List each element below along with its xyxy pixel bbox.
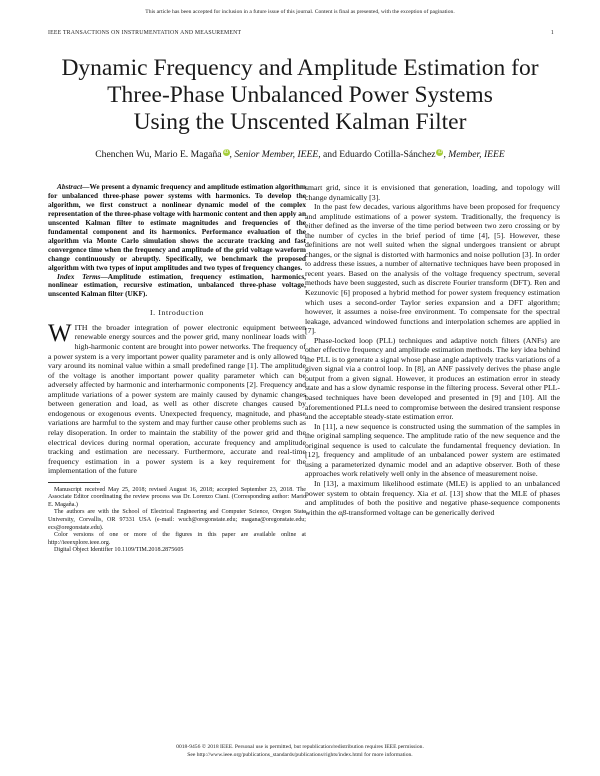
- footnote-doi: Digital Object Identifier 10.1109/TIM.2018.2875605: [54, 547, 184, 554]
- drop-cap: W: [48, 319, 72, 347]
- right-column: [305, 183, 560, 517]
- body-paragraph-continued: smart grid, since it is envisioned that generation, loading, and topology will change dynamically [3].: [305, 183, 560, 202]
- abstract-label: Abstract: [57, 182, 83, 191]
- footnote-affiliation: The authors are with the School of Electrical Engineering and Computer Science, Oregon State University, Corvallis, OR 97331 USA (e-mail: wuch@oregonstate.edu; magana@oregonstate.edu; ecs@oregonstate.edu).: [48, 509, 306, 531]
- footnote-manuscript: Manuscript received May 25, 2018; revised August 16, 2018; accepted September 23, 2018. The Associate Editor coordinating the review process was Dr. Lorenzo Ciani. (Corresponding author: Mario E. Magaña.): [48, 486, 306, 508]
- author-line: [40, 149, 560, 160]
- page-number: 1: [550, 30, 554, 36]
- author-role-2: , Member, IEEE: [443, 149, 505, 160]
- footnote-rule: [48, 482, 100, 483]
- abstract: [48, 183, 306, 273]
- title-line-3: Using the Unscented Kalman Filter: [133, 109, 467, 135]
- journal-name: IEEE TRANSACTIONS ON INSTRUMENTATION AND MEASUREMENT: [48, 30, 242, 36]
- orcid-icon[interactable]: iD: [223, 150, 229, 155]
- author-role-1: , Senior Member, IEEE,: [229, 149, 321, 160]
- copyright-footer: [0, 743, 600, 759]
- left-column: [48, 183, 306, 555]
- paper-title: [40, 55, 560, 136]
- acceptance-notice: This article has been accepted for inclusion in a future issue of this journal. Content is final as presented, with the exception of pagination.: [145, 9, 455, 15]
- title-line-2: Three-Phase Unbalanced Power Systems: [107, 82, 493, 108]
- body-paragraph-5: [305, 479, 560, 517]
- intro-paragraph-1: [48, 319, 306, 476]
- body-paragraph-2: In the past few decades, various algorithms have been proposed for frequency and amplitude estimations of a power system. Traditionally, the frequency is either defined as the inverse of the time period between two zero crossing or by the number of cycles in the brief period of time [4], [5]. However, these definitions are not well suited when the signal undergoes transient or abrupt changes, or the signal is distorted with harmonics and noise pollution [3]. In order to address these issues, a number of alternative techniques have been proposed in recent years. Based on the analysis of the voltage frequency spectrum, several methods have been suggested, such as discrete Fourier transform (DFT). Ren and Kezunovic [6] proposed a hybrid method for power system frequency estimation which uses a second-order Taylor series expansion and a DFT algorithm; however, it assumes a noise-free environment. To compensate for the spectral leakage, advanced windowed functions and interpolation schemes are applied in [7].: [305, 202, 560, 336]
- intro-text: ITH the broader integration of power electronic equipment between renewable energy sources and the power grid, many nonlinear loads with high-harmonic content are brought into power networks. The frequency of a power system is a very important power quality parameter and is only allowed to vary around its nominal value within a small predefined range [1]. The amplitude of the voltage is another important power quality parameter which can be adversely affected by harmonic and interharmonic components [2]. Frequency and amplitude variations of a power system are mainly caused by dynamic changes between generation and load, as well as other discrete changes caused by endogenous or exogenous events. Unexpected frequency, magnitude, and phase variations are harmful to the system and may further cause other problems such as relay disoperation. In order to maintain the stability of the power grid and the electrical devices during normal operation, accurate frequency and amplitude tracking and estimation are necessary. Furthermore, accurate and real-time frequency estimation in a power system is a key requirement for the implementation of the future: [48, 322, 306, 476]
- index-terms: [48, 273, 306, 300]
- author-names-2: and Eduardo Cotilla-Sánchez: [320, 149, 436, 160]
- body-text: [13] show that the MLE of phases and amplitudes of both the positive and negative phase-sequence components within the: [305, 488, 561, 517]
- body-text-italic: αβ: [338, 507, 347, 517]
- running-header: [48, 30, 554, 36]
- author-names-1: Chenchen Wu, Mario E. Magaña: [95, 149, 222, 160]
- abstract-text: —We present a dynamic frequency and amplitude estimation algorithm for unbalanced three-phase power systems with harmonics. To develop the algorithm, we first construct a nonlinear dynamic model of the complex representation of the three-phase voltage with harmonic content and then apply an unscented Kalman filter to estimate magnitudes and frequencies of the fundamental component and its harmonics. Performance evaluation of the algorithm via Monte Carlo simulation shows the accurate tracking and fast convergence time when the frequency and amplitude of the grid voltage waveform change continuously or abruptly. Specifically, we benchmark the proposed algorithm with two types of input amplitudes and two types of frequency changes.: [48, 182, 306, 272]
- body-text: In [13], a maximum likelihood estimate (MLE) is applied to an unbalanced power system to obtain frequency. Xia: [305, 478, 560, 498]
- orcid-icon[interactable]: iD: [437, 150, 443, 155]
- copyright-line-2: See http://www.ieee.org/publications_standards/publications/rights/index.html for more information.: [187, 752, 413, 758]
- body-paragraph-3: Phase-locked loop (PLL) techniques and adaptive notch filters (ANFs) are other effective frequency and amplitude estimation methods. The key idea behind the PLL is to generate a signal whose phase angle adaptively tracks variations of a given signal via a control loop. In [8], an ANF passively derives the phase angle output from a given signal. However, it produces an estimation error in steady state and has a slow dynamic response in the filtering process. Several other PLL-based techniques have been developed and presented in [9] and [10]. All the aforementioned PLLs need to compromise between the desired transient response and the acceptable steady-state estimation error.: [305, 335, 560, 422]
- body-paragraph-4: In [11], a new sequence is constructed using the summation of the samples in the original sampling sequence. The amplitude ratio of the new sequence and the original sequence is used to calculate the fundamental frequency deviation. In [12], frequency and amplitude of an unbalanced power system are estimated using a parameterized dynamic model and an adaptive observer. Both of these approaches work relatively well only in the absence of measurement noise.: [305, 421, 560, 479]
- index-terms-label: Index Terms: [57, 271, 101, 281]
- copyright-line-1: 0018-9456 © 2018 IEEE. Personal use is permitted, but republication/redistribution requires IEEE permission.: [176, 744, 424, 750]
- section-heading-introduction: I. Introduction: [149, 308, 205, 318]
- title-line-1: Dynamic Frequency and Amplitude Estimation for: [61, 55, 539, 81]
- body-text: -transformed voltage can be generically derived: [346, 507, 495, 517]
- body-text-italic: et al.: [431, 488, 448, 498]
- footnote-color: Color versions of one or more of the figures in this paper are available online at http://ieeexplore.ieee.org.: [48, 532, 306, 546]
- index-terms-text: —Amplitude estimation, frequency estimation, harmonics, nonlinear estimation, recursive estimation, unbalanced three-phase voltage, unscented Kalman filter (UKF).: [48, 271, 307, 299]
